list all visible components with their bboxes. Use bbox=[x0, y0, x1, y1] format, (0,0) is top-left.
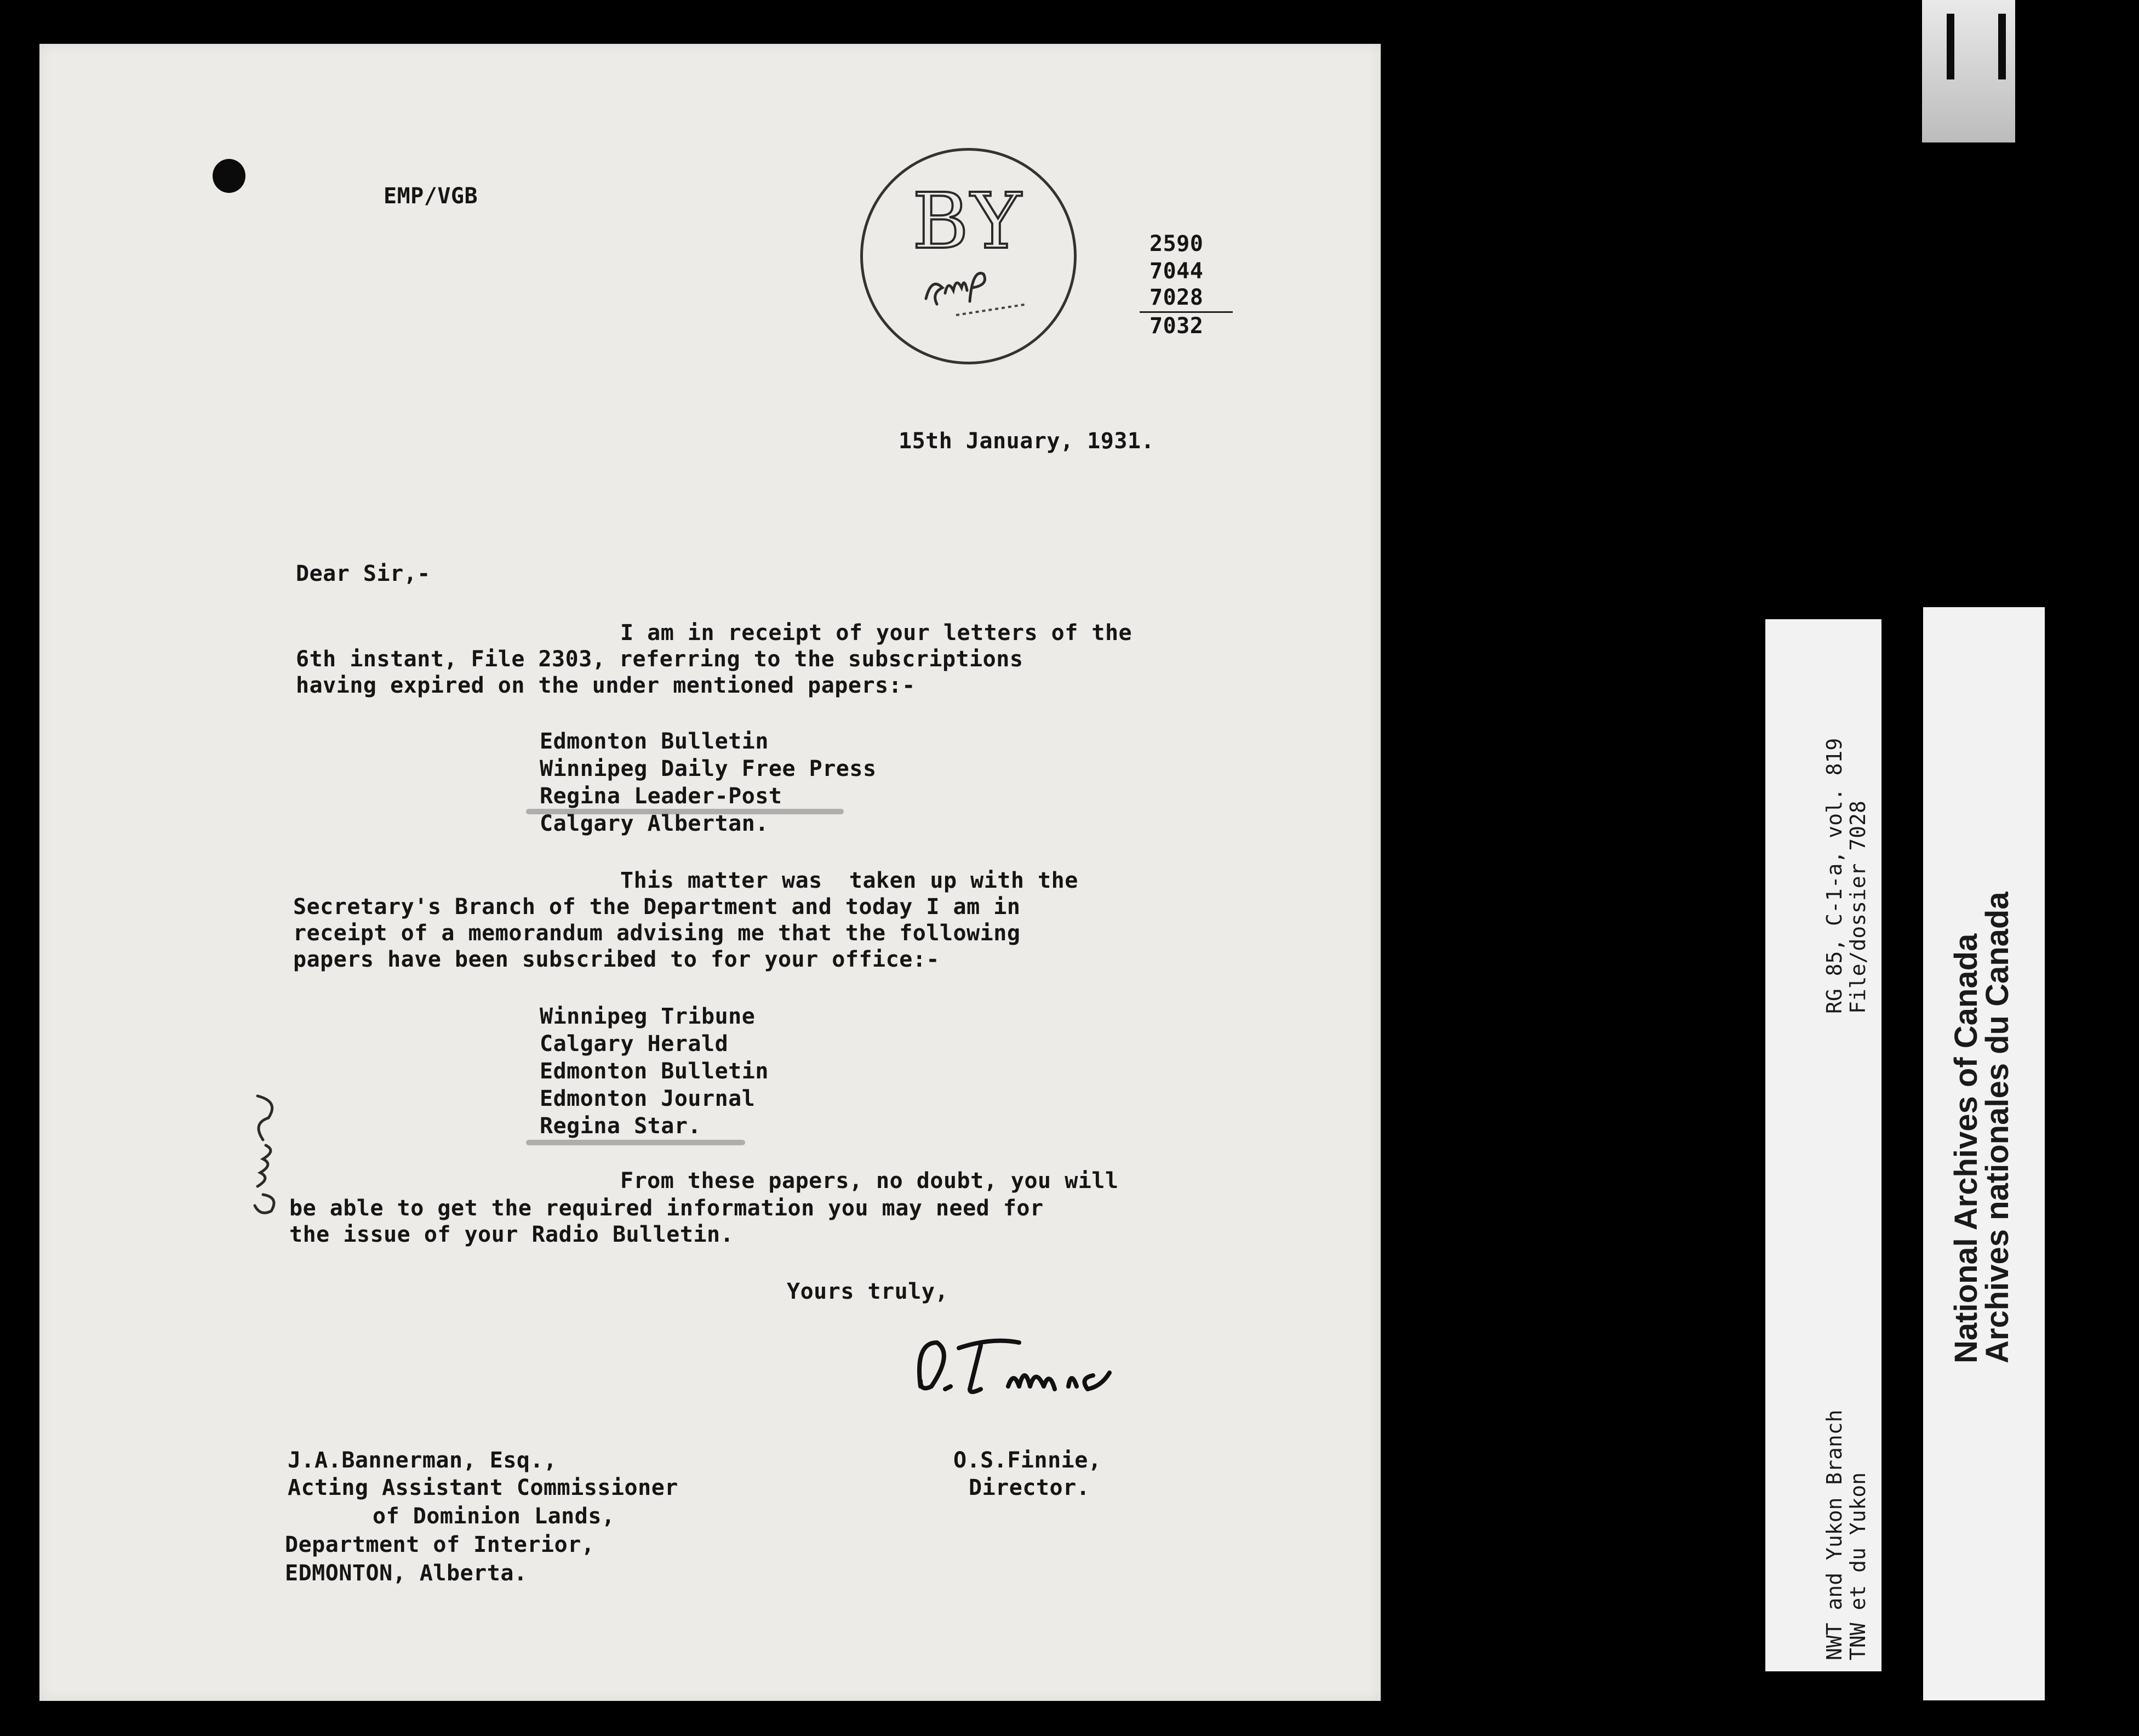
reference-code: EMP/VGB bbox=[384, 184, 478, 209]
addressee-line4: Department of Interior, bbox=[285, 1532, 595, 1557]
stamp-initials-handwriting bbox=[863, 151, 1074, 362]
letter-date: 15th January, 1931. bbox=[899, 429, 1155, 454]
paragraph2-line4: papers have been subscribed to for your office:- bbox=[293, 947, 940, 972]
expired-paper: Edmonton Bulletin bbox=[540, 729, 769, 754]
paragraph3-line2: be able to get the required information you may need for bbox=[289, 1196, 1044, 1221]
label-inst-line1: National Archives of Canada bbox=[1948, 933, 1984, 1363]
stamp-text: BY bbox=[912, 177, 1025, 266]
margin-initials-handwriting bbox=[219, 1085, 296, 1227]
label-ref-line3: NWT and Yukon Branch bbox=[1822, 1409, 1846, 1660]
addressee-line5: EDMONTON, Alberta. bbox=[285, 1561, 528, 1586]
label-ref-line2: File/dossier 7028 bbox=[1846, 801, 1870, 1014]
label-ref-line4: TNW et du Yukon bbox=[1846, 1472, 1870, 1660]
file-number-2: 7044 bbox=[1149, 259, 1204, 284]
addressee-line3: of Dominion Lands, bbox=[373, 1504, 615, 1529]
paragraph2-line2: Secretary's Branch of the Department and today I am in bbox=[293, 894, 1021, 920]
file-number-1: 2590 bbox=[1149, 231, 1204, 256]
file-number-4: 7032 bbox=[1149, 313, 1204, 339]
paragraph1-line3: having expired on the under mentioned papers:- bbox=[296, 673, 916, 698]
paragraph2-line1: This matter was taken up with the bbox=[620, 868, 1078, 893]
received-stamp bbox=[860, 148, 1077, 364]
signer-name: O.S.Finnie, bbox=[953, 1448, 1102, 1473]
expired-paper: Calgary Albertan. bbox=[540, 811, 769, 836]
archive-reference-label bbox=[1765, 619, 1881, 1671]
film-marker-tab bbox=[1922, 0, 2015, 142]
expired-paper: Regina Leader-Post bbox=[540, 784, 782, 809]
punch-hole bbox=[213, 159, 245, 193]
subscribed-paper: Edmonton Bulletin bbox=[540, 1059, 769, 1084]
addressee-line1: J.A.Bannerman, Esq., bbox=[288, 1448, 557, 1473]
underline-stroke bbox=[526, 1140, 745, 1145]
closing: Yours truly, bbox=[787, 1279, 948, 1304]
signature bbox=[904, 1315, 1211, 1414]
paragraph3-line1: From these papers, no doubt, you will bbox=[620, 1168, 1119, 1194]
paragraph3-line3: the issue of your Radio Bulletin. bbox=[289, 1222, 734, 1247]
film-marker-glyph bbox=[1947, 14, 2006, 79]
expired-paper: Winnipeg Daily Free Press bbox=[540, 756, 877, 781]
salutation: Dear Sir,- bbox=[296, 561, 431, 586]
paragraph1-line2: 6th instant, File 2303, referring to the subscriptions bbox=[296, 647, 1023, 672]
paragraph2-line3: receipt of a memorandum advising me that the following bbox=[293, 921, 1021, 946]
label-inst-line2: Archives nationales du Canada bbox=[1980, 892, 2015, 1363]
subscribed-paper: Regina Star. bbox=[540, 1113, 701, 1139]
subscribed-paper: Edmonton Journal bbox=[540, 1086, 756, 1111]
archive-institution-label bbox=[1923, 607, 2045, 1700]
subscribed-paper: Calgary Herald bbox=[540, 1031, 729, 1057]
file-number-3: 7028 bbox=[1149, 285, 1204, 310]
paragraph1-line1: I am in receipt of your letters of the bbox=[620, 620, 1133, 646]
subscribed-paper: Winnipeg Tribune bbox=[540, 1004, 756, 1029]
addressee-line2: Acting Assistant Commissioner bbox=[288, 1475, 678, 1500]
label-ref-line1: RG 85, C-1-a, vol. 819 bbox=[1822, 738, 1846, 1014]
signer-title: Director. bbox=[969, 1475, 1090, 1500]
